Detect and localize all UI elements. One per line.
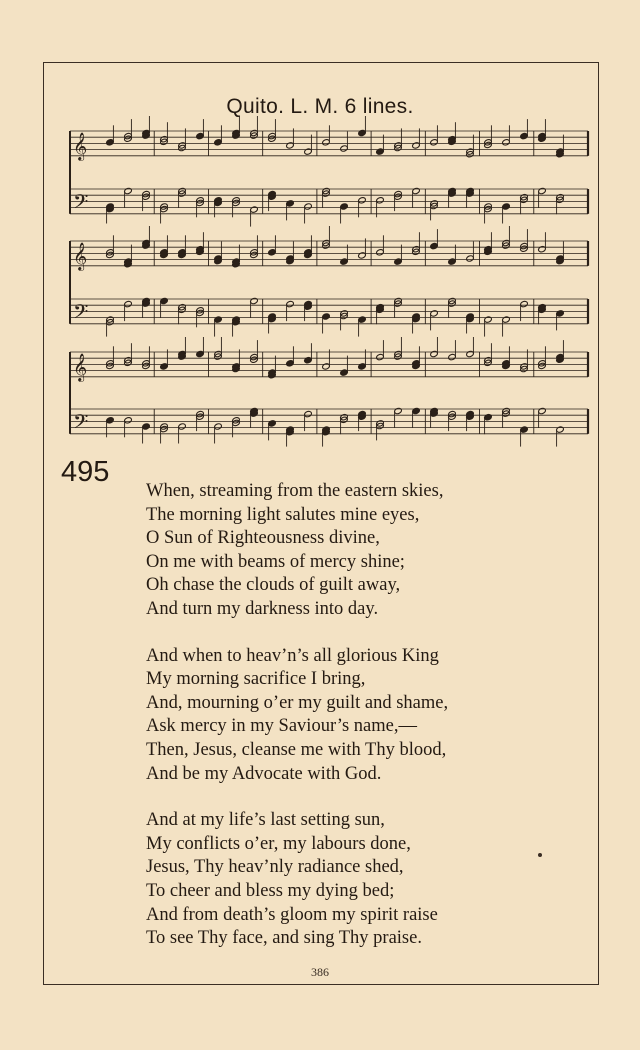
verse-line: My morning sacrifice I bring, [146,669,366,690]
stanza-3 [146,809,566,951]
verse-line: Oh chase the clouds of guilt away, [146,575,401,596]
hymn-number: 495 [61,456,110,488]
verse-line: O Sun of Righteousness divine, [146,528,380,549]
treble-clef: 𝄞 [73,241,88,270]
treble-clef: 𝄞 [73,131,88,160]
verse-line: And when to heav’n’s all glorious King [146,645,439,666]
verse-line: And be my Advocate with God. [146,763,382,784]
stanza-2 [146,645,566,787]
verse-line: And turn my darkness into day. [146,598,379,619]
tune-title: Quito. L. M. 6 lines. [226,95,414,118]
music-score [0,0,640,460]
verse-line: When, streaming from the eastern skies, [146,481,444,501]
bass-clef: 𝄢 [73,299,89,328]
verse-line: And from death’s gloom my spirit raise [146,904,438,925]
verse-line: Then, Jesus, cleanse me with Thy blood, [146,739,447,760]
verse-line: My conflicts o’er, my labours done, [146,833,411,854]
verse-line: And, mourning o’er my guilt and shame, [146,692,449,713]
verse-line: And at my life’s last setting sun, [146,810,385,831]
score-systems [70,116,588,447]
bass-clef: 𝄢 [73,409,89,438]
stanza-1 [146,480,566,622]
verse-line: Jesus, Thy heav’nly radiance shed, [146,857,404,878]
verse-line: To see Thy face, and sing Thy praise. [146,928,422,949]
verse-line: On me with beams of mercy shine; [146,551,405,572]
verse-line: Ask mercy in my Saviour’s name,— [146,716,417,737]
ink-speck [538,853,542,857]
treble-clef: 𝄞 [73,352,88,381]
bass-clef: 𝄢 [73,189,89,218]
verse-line: To cheer and bless my dying bed; [146,880,395,901]
verses [146,480,566,974]
verse-line: The morning light salutes mine eyes, [146,504,420,525]
page-number: 386 [311,965,329,979]
